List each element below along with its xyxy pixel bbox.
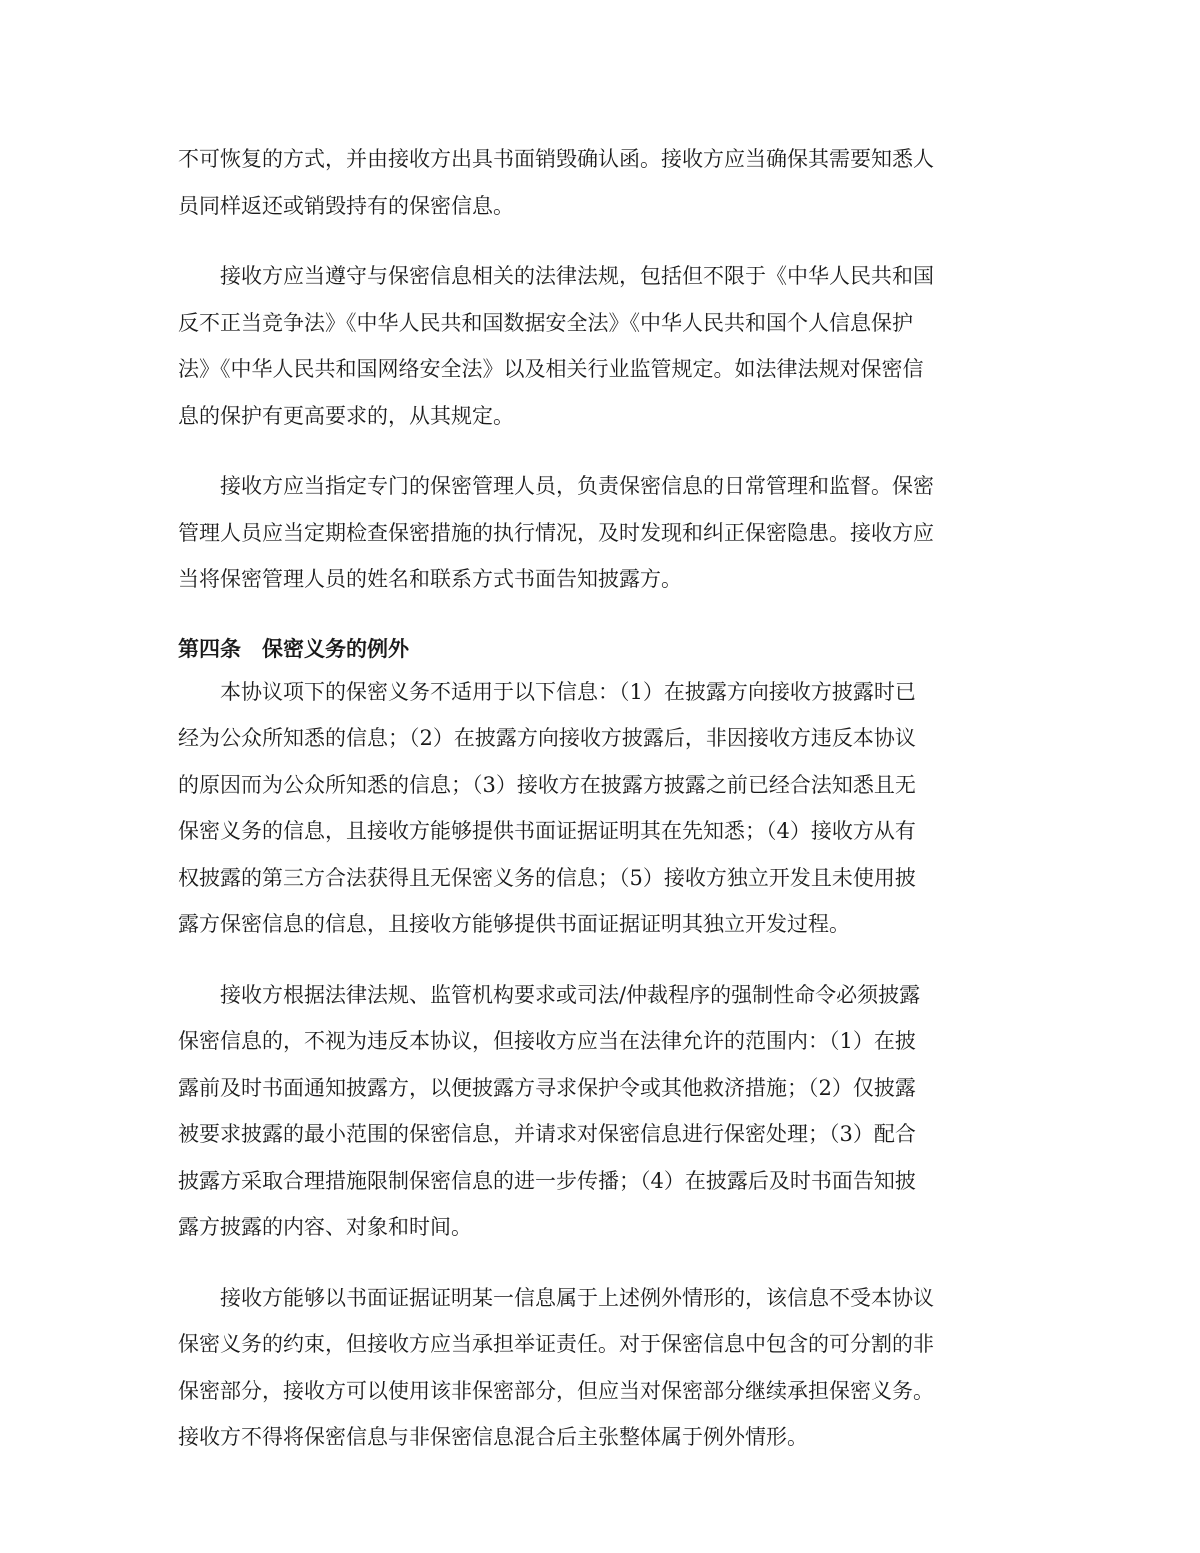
text-line: 的原因而为公众所知悉的信息；（3）接收方在披露方披露之前已经合法知悉且无 [178,772,916,797]
section-heading: 第四条 保密义务的例外 [178,636,409,661]
text-line: 保密信息的，不视为违反本协议，但接收方应当在法律允许的范围内：（1）在披 [178,1029,916,1053]
text-line: 不可恢复的方式，并由接收方出具书面销毁确认函。接收方应当确保其需要知悉人 [178,147,934,171]
text-line: 露方保密信息的信息，且接收方能够提供书面证据证明其独立开发过程。 [178,912,850,936]
text-line: 保密部分，接收方可以使用该非保密部分，但应当对保密部分继续承担保密义务。 [178,1378,934,1403]
paragraph-2 [178,253,1024,439]
text-line: 露方披露的内容、对象和时间。 [178,1215,472,1239]
text-line: 保密义务的约束，但接收方应当承担举证责任。对于保密信息中包含的可分割的非 [178,1332,934,1356]
text-line: 本协议项下的保密义务不适用于以下信息：（1）在披露方向接收方披露时已 [220,679,916,704]
document-page [178,136,1024,1461]
paragraph-1 [178,136,1024,229]
text-line: 被要求披露的最小范围的保密信息，并请求对保密信息进行保密处理；（3）配合 [178,1122,916,1146]
text-line: 接收方应当指定专门的保密管理人员，负责保密信息的日常管理和监督。保密 [220,474,934,498]
text-line: 管理人员应当定期检查保密措施的执行情况，及时发现和纠正保密隐患。接收方应 [178,520,934,545]
text-line: 息的保护有更高要求的，从其规定。 [178,403,514,428]
text-line: 接收方不得将保密信息与非保密信息混合后主张整体属于例外情形。 [178,1425,808,1449]
text-line: 经为公众所知悉的信息；（2）在披露方向接收方披露后，非因接收方违反本协议 [178,726,916,750]
text-line: 反不正当竞争法》《中华人民共和国数据安全法》《中华人民共和国个人信息保护 [178,310,913,335]
text-line: 接收方根据法律法规、监管机构要求或司法/仲裁程序的强制性命令必须披露 [220,982,921,1007]
text-line: 权披露的第三方合法获得且无保密义务的信息；（5）接收方独立开发且未使用披 [178,865,916,890]
section-paragraph-3 [178,1275,1024,1461]
text-line: 接收方应当遵守与保密信息相关的法律法规，包括但不限于《中华人民共和国 [220,264,934,288]
text-line: 法》《中华人民共和国网络安全法》以及相关行业监管规定。如法律法规对保密信 [178,357,924,381]
text-line: 露前及时书面通知披露方，以便披露方寻求保护令或其他救济措施；（2）仅披露 [178,1075,916,1100]
text-line: 员同样返还或销毁持有的保密信息。 [178,193,514,218]
section-paragraph-1 [178,669,1024,948]
text-line: 披露方采取合理措施限制保密信息的进一步传播；（4）在披露后及时书面告知披 [178,1168,916,1193]
text-line: 当将保密管理人员的姓名和联系方式书面告知披露方。 [178,567,682,591]
section-paragraph-2 [178,972,1024,1251]
text-line: 接收方能够以书面证据证明某一信息属于上述例外情形的，该信息不受本协议 [220,1285,934,1310]
paragraph-3 [178,463,1024,603]
text-line: 保密义务的信息，且接收方能够提供书面证据证明其在先知悉；（4）接收方从有 [178,819,916,843]
